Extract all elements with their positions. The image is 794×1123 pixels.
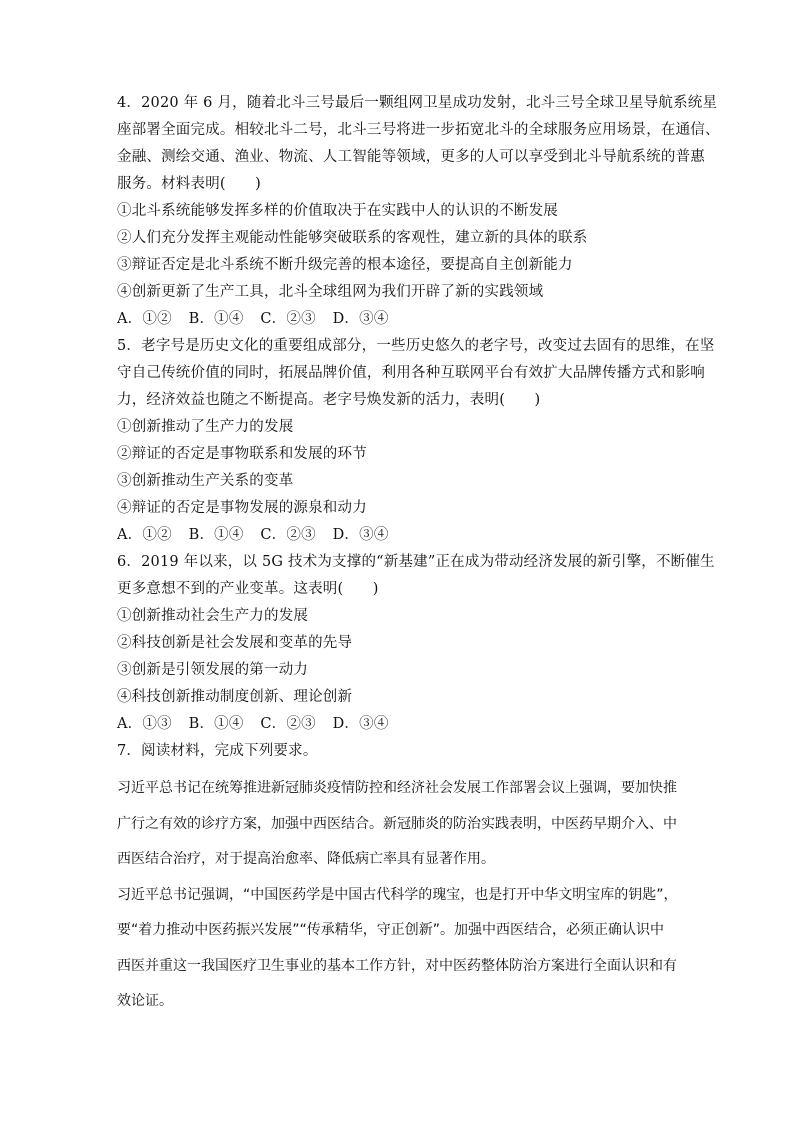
statement-item: ③辩证否定是北斗系统不断升级完善的根本途径，要提高自主创新能力 <box>117 257 573 273</box>
passage-line: 习近平总书记强调，“中国医药学是中国古代科学的瑰宝，也是打开中华文明宝库的钥匙”， <box>117 886 678 903</box>
option-a: A．①③ <box>117 716 172 732</box>
statement-item: ④辩证的否定是事物发展的源泉和动力 <box>117 500 367 516</box>
question-stem-line: 更多意想不到的产业变革。这表明( ) <box>117 581 379 597</box>
option-a: A．①② <box>117 527 172 543</box>
statement-item: ④科技创新推动制度创新、理论创新 <box>117 689 353 705</box>
statement-item: ③创新推动生产关系的变革 <box>117 473 294 489</box>
question-stem-line: 座部署全面完成。相较北斗二号，北斗三号将进一步拓宽北斗的全球服务应用场景，在通信、 <box>117 122 720 138</box>
passage-line: 西医结合治疗，对于提高治愈率、降低病亡率具有显著作用。 <box>117 851 495 867</box>
answer-options <box>117 711 677 738</box>
statement-item: ④创新更新了生产工具，北斗全球组网为我们开辟了新的实践领域 <box>117 284 544 300</box>
question-stem-line: 守自己传统价值的同时，拓展品牌价值，利用各种互联网平台有效扩大品牌传播方式和影响 <box>117 365 705 381</box>
statement-item: ①北斗系统能够发挥多样的价值取决于在实践中人的认识的不断发展 <box>117 203 558 219</box>
passage-line: 习近平总书记在统筹推进新冠肺炎疫情防控和经济社会发展工作部署会议上强调，要加快推 <box>117 780 677 796</box>
question-stem-line: 服务。材料表明( ) <box>117 176 262 192</box>
reading-passage <box>117 771 677 1020</box>
question-stem-line: 力，经济效益也随之不断提高。老字号焕发新的活力，表明( ) <box>117 392 541 408</box>
option-b: B．①④ <box>188 716 244 732</box>
option-c: C．②③ <box>260 527 316 543</box>
passage-line: 广行之有效的诊疗方案，加强中西医结合。新冠肺炎的防治实践表明，中医药早期介入、中 <box>117 815 677 832</box>
answer-options <box>117 306 677 333</box>
question-stem-line: 4．2020 年 6 月，随着北斗三号最后一颗组网卫星成功发射，北斗三号全球卫星导航系统星 <box>117 95 718 111</box>
statement-item: ②科技创新是社会发展和变革的先导 <box>117 635 353 651</box>
question-stem-line: 金融、测绘交通、渔业、物流、人工智能等领域，更多的人可以享受到北斗导航系统的普惠 <box>117 149 705 165</box>
option-b: B．①④ <box>188 311 244 327</box>
question-7 <box>117 738 677 1020</box>
question-stem-line: 6．2019 年以来，以 5G 技术为支撑的“新基建”正在成为带动经济发展的新引擎，不断催生 <box>117 554 715 570</box>
statement-item: ②辩证的否定是事物联系和发展的环节 <box>117 446 367 462</box>
answer-options <box>117 522 677 549</box>
statement-item: ②人们充分发挥主观能动性能够突破联系的客观性，建立新的具体的联系 <box>117 230 588 246</box>
option-c: C．②③ <box>260 716 316 732</box>
statement-item: ③创新是引领发展的第一动力 <box>117 662 309 678</box>
question-5 <box>117 333 715 549</box>
option-a: A．①② <box>117 311 172 327</box>
exam-page <box>117 90 720 1020</box>
passage-line: 西医并重这一我国医疗卫生事业的基本工作方针，对中医药整体防治方案进行全面认识和有 <box>117 957 677 974</box>
question-4 <box>117 90 720 333</box>
passage-line: 要“着力推动中医药振兴发展”“传承精华，守正创新”。加强中西医结合，必须正确认识中 <box>117 922 665 938</box>
question-stem-line: 5．老字号是历史文化的重要组成部分，一些历史悠久的老字号，改变过去固有的思维，在坚 <box>117 338 715 354</box>
question-stem-line: 7．阅读材料，完成下列要求。 <box>117 743 318 759</box>
option-d: D．③④ <box>332 716 389 732</box>
option-b: B．①④ <box>188 527 244 543</box>
statement-item: ①创新推动社会生产力的发展 <box>117 608 309 624</box>
statement-item: ①创新推动了生产力的发展 <box>117 419 294 435</box>
question-6 <box>117 549 715 738</box>
option-d: D．③④ <box>332 527 389 543</box>
passage-line: 效论证。 <box>117 993 173 1009</box>
option-d: D．③④ <box>332 311 389 327</box>
option-c: C．②③ <box>260 311 316 327</box>
